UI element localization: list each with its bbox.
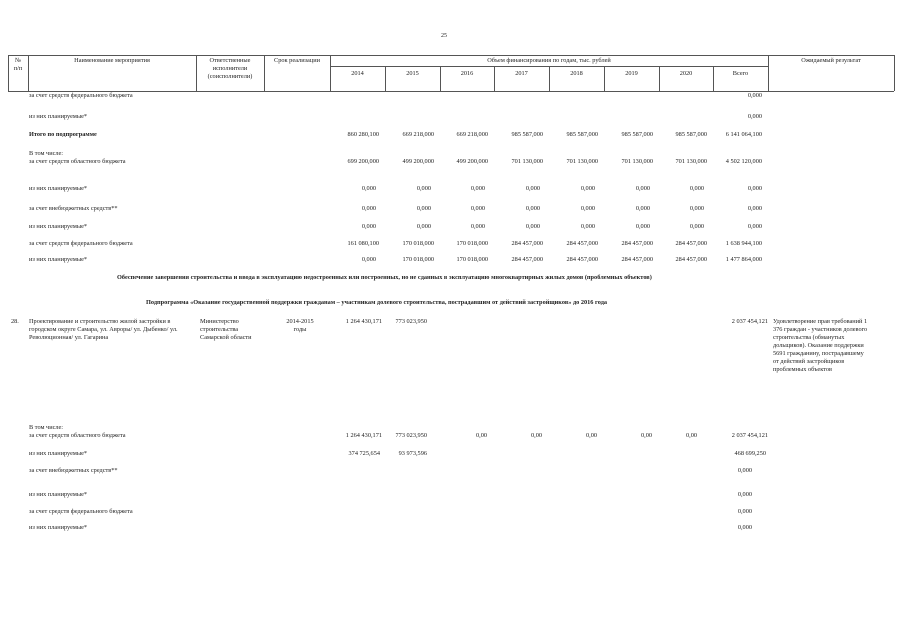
row-value: 0,000 [635,185,650,192]
row-label: за счет средств федерального бюджета [29,508,133,515]
header-name: Наименование мероприятия [74,57,150,64]
header-year: 2017 [515,70,528,77]
row-value: 701 130,000 [511,158,543,165]
row-total: 0,000 [747,223,762,230]
row-value: 0,000 [635,205,650,212]
row-value: 701 130,000 [675,158,707,165]
row-value: 699 200,000 [347,158,379,165]
row-value: 985 587,000 [675,131,707,138]
row-value: 284 457,000 [566,256,598,263]
row-total: 1 477 864,000 [725,256,762,263]
row-value: 0,000 [525,223,540,230]
row-label: из них планируемые* [29,524,88,531]
subprogram-title: Подпрограмма «Оказание государственной поддержки гражданам – участникам долевого строительства, пострадавшим от действий застройщиков» до 2016 года [146,299,608,306]
row-value: 170 018,000 [456,240,488,247]
row-value: 0,000 [470,185,485,192]
row-value: 0,00 [585,432,597,439]
row-value: 0,000 [470,223,485,230]
row-value: 0,000 [470,205,485,212]
row-value: 374 725,654 [348,450,380,457]
header-finance: Объем финансирования по годам, тыс. рублей [487,57,611,64]
row-label: из них планируемые* [29,113,88,120]
header-term: Срок реализации [274,57,320,64]
item-value-2015: 773 023,950 [395,318,427,325]
item-total: 2 037 454,121 [731,318,768,325]
row-total: 1 638 944,100 [725,240,762,247]
header-year: 2019 [625,70,638,77]
row-value: 0,000 [580,223,595,230]
header-year: 2015 [406,70,419,77]
row-value: 284 457,000 [621,256,653,263]
row-value: 499 200,000 [456,158,488,165]
item-name: Проектирование и строительство жилой застройки в городском округе Самара, ул. Авроры/ ул. Дыбенко/ ул. Революционная/ ул. Гагарина [29,318,178,341]
row-label: из них планируемые* [29,185,88,192]
row-value: 0,000 [361,256,376,263]
section-title: Обеспечение завершения строительства и ввода в эксплуатацию недостроенных или построенных, но не сданных в эксплуатацию многоквартирных жилых домов (проблемных объектов) [117,274,652,281]
row-total: 0,000 [737,491,752,498]
row-label: В том числе: за счет средств областного бюджета [29,424,126,439]
item-responsible: Министерство строительства Самарской области [200,318,252,341]
row-value: 860 280,100 [347,131,379,138]
row-label: за счет внебюджетных средств** [29,467,118,474]
row-value: 161 080,100 [347,240,379,247]
row-label: из них планируемые* [29,450,88,457]
row-value: 985 587,000 [621,131,653,138]
row-value: 170 018,000 [456,256,488,263]
row-value: 0,00 [640,432,652,439]
row-value: 170 018,000 [402,256,434,263]
row-value: 284 457,000 [675,240,707,247]
row-total: 0,000 [747,113,762,120]
row-value: 284 457,000 [675,256,707,263]
row-total: 0,000 [737,524,752,531]
row-value: 0,000 [689,185,704,192]
row-value: 0,000 [580,185,595,192]
row-total: 0,000 [747,92,762,99]
row-value: 0,000 [689,223,704,230]
row-value: 170 018,000 [402,240,434,247]
row-value: 93 973,596 [398,450,427,457]
row-total: 2 037 454,121 [731,432,768,439]
header-year: 2014 [351,70,364,77]
row-value: 284 457,000 [511,256,543,263]
header-num: № п/п [13,57,23,72]
row-value: 499 200,000 [402,158,434,165]
header-year: 2016 [460,70,474,77]
row-total: 0,000 [737,467,752,474]
row-value: 0,000 [416,185,431,192]
row-value: 669 218,000 [456,131,488,138]
row-value: 773 023,950 [395,432,427,439]
row-total: 0,000 [737,508,752,515]
page-number: 25 [441,33,447,39]
row-value: 985 587,000 [566,131,598,138]
row-value: 0,000 [361,205,376,212]
row-value: 0,000 [361,185,376,192]
item-value-2014: 1 264 430,171 [345,318,382,325]
row-value: 701 130,000 [621,158,653,165]
row-value: 0,000 [416,205,431,212]
item-number: 28. [11,318,19,325]
item-term: 2014-2015 годы [286,318,314,333]
row-value: 701 130,000 [566,158,598,165]
row-value: 284 457,000 [566,240,598,247]
row-total: 0,000 [747,205,762,212]
row-label: из них планируемые* [29,256,88,263]
item-result: Удовлетворение прав требований 1 376 граждан - участников долевого строительства (обманутых дольщиков). Оказание поддержки 5691 гражданину, пострадавшему от действий застройщиков проблемных объектов [773,318,868,373]
row-value: 669 218,000 [402,131,434,138]
row-value: 0,00 [685,432,697,439]
header-year: Всего [732,70,749,77]
row-label: Итого по подпрограмме [29,131,97,138]
row-value: 1 264 430,171 [345,432,382,439]
row-label: за счет средств федерального бюджета [29,92,133,99]
row-value: 284 457,000 [621,240,653,247]
header-year: 2020 [679,70,693,77]
row-label: за счет внебюджетных средств** [29,205,118,212]
row-label: за счет средств федерального бюджета [29,240,133,247]
row-value: 0,000 [689,205,704,212]
row-total: 0,000 [747,185,762,192]
header-result: Ожидаемый результат [801,57,861,64]
row-value: 0,00 [475,432,487,439]
row-value: 0,000 [525,205,540,212]
row-value: 284 457,000 [511,240,543,247]
row-total: 468 699,250 [734,450,766,457]
row-label: из них планируемые* [29,491,88,498]
header-responsible: Ответственные исполнители (соисполнители) [207,57,253,80]
row-total: 6 141 064,100 [725,131,762,138]
row-value: 985 587,000 [511,131,543,138]
row-value: 0,000 [635,223,650,230]
row-value: 0,000 [580,205,595,212]
row-value: 0,000 [361,223,376,230]
row-label: из них планируемые* [29,223,88,230]
row-label: В том числе: за счет средств областного бюджета [29,150,126,165]
row-value: 0,000 [416,223,431,230]
row-value: 0,000 [525,185,540,192]
header-year: 2018 [570,70,583,77]
row-value: 0,00 [530,432,542,439]
row-total: 4 502 120,000 [725,158,762,165]
